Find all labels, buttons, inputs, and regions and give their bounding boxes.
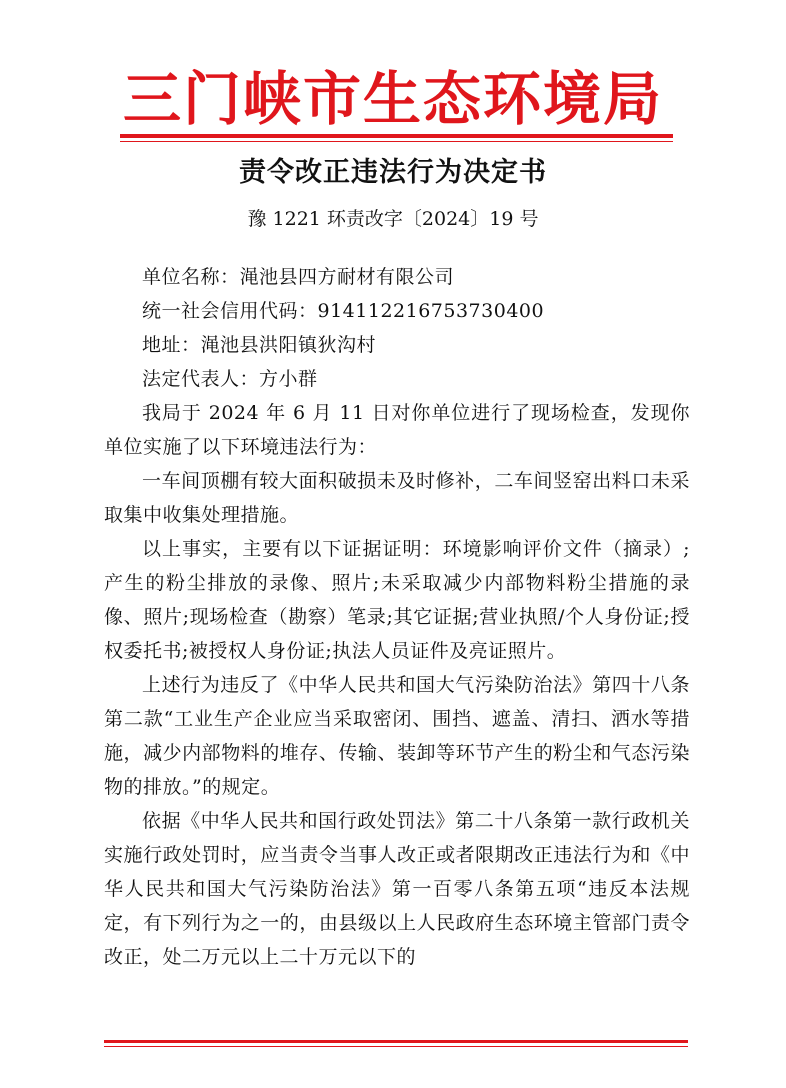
header-rule-thin <box>120 141 673 142</box>
document-title: 责令改正违法行为决定书 <box>239 157 547 188</box>
header-rule-thick <box>120 134 673 138</box>
paragraph-inspection: 我局于 2024 年 6 月 11 日对你单位进行了现场检查，发现你单位实施了以下环境违法行为： <box>104 402 690 458</box>
party-rep-line: 法定代表人：方小群 <box>142 368 318 390</box>
paragraph-violation: 一车间顶棚有较大面积破损未及时修补，二车间竖窑出料口未采取集中收集处理措施。 <box>104 470 690 526</box>
paragraph-legal-basis: 依据《中华人民共和国行政处罚法》第二十八条第一款行政机关实施行政处罚时，应当责令当事人改正或者限期改正违法行为和《中华人民共和国大气污染防治法》第一百零八条第五项“违反本法规定，有下列行为之一的，由县级以上人民政府生态环境主管部门责令改正，处二万元以上二十万元以下的 <box>104 810 690 968</box>
party-address-line: 地址：渑池县洪阳镇狄沟村 <box>142 334 377 356</box>
document-number: 豫 1221 环责改字〔2024〕19 号 <box>247 208 539 230</box>
paragraph-evidence: 以上事实，主要有以下证据证明：环境影响评价文件（摘录）;产生的粉尘排放的录像、照片;未采取减少内部物料粉尘措施的录像、照片;现场检查（勘察）笔录;其它证据;营业执照/个人身份证;授权委托书;被授权人身份证;执法人员证件及亮证照片。 <box>104 538 690 662</box>
party-credit-code-line: 统一社会信用代码：91411221675373040​0 <box>142 300 545 322</box>
document-body <box>104 260 690 974</box>
party-name-line: 单位名称：渑池县四方耐材有限公司 <box>142 266 455 288</box>
footer-rule-thick <box>104 1040 688 1043</box>
paragraph-law-violated: 上述行为违反了《中华人民共和国大气污染防治法》第四十八条第二款“工业生产企业应当采取密闭、围挡、遮盖、清扫、洒水等措施，减少内部物料的堆存、传输、装卸等环节产生的粉尘和气态污染物的排放。”的规定。 <box>104 674 690 798</box>
footer-rule-thin <box>104 1046 688 1047</box>
agency-name: 三门峡市生态环境局 <box>122 65 663 133</box>
